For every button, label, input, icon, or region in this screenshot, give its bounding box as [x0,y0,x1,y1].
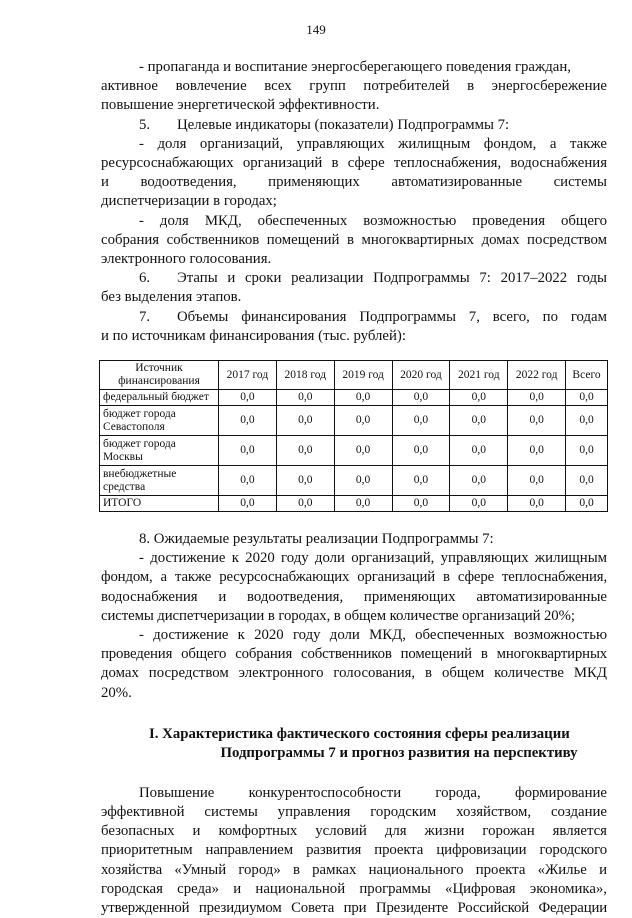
table-header-cell: 2022 год [508,361,566,390]
text-line: - достижение к 2020 году доли МКД, обеспеченных возможностью [139,627,607,644]
section-title-text: Целевые индикаторы (показатели) Подпрограммы 7: [177,116,510,133]
text-line: - доля организаций, управляющих жилищным фондом, а также [139,135,607,152]
chapter-heading [101,725,607,764]
text-line: активное вовлечение всех групп потребителей в энергосбережение [101,78,607,95]
text-line: собрания собственников помещений в многоквартирных домах посредством [101,231,607,248]
section-7 [101,308,607,346]
text-line: повышение энергетической эффективности. [101,97,380,114]
text-line: системы диспетчеризации в городах, в общем количестве организаций 20%; [101,607,575,624]
section-8-title: 8. Ожидаемые результаты реализации Подпрограммы 7: [139,531,494,548]
text-line: диспетчеризации в городах; [101,193,277,210]
table-cell: 0,0 [334,436,392,466]
text-line: городская среда» и национальной программы «Цифровая экономика», [101,880,607,897]
table-cell: 0,0 [566,466,608,496]
text-line: Повышение конкурентоспособности города, формирование [139,784,607,801]
text-line: утвержденной президиумом Совета при Президенте Российской Федерации [101,900,607,917]
table-row [100,406,608,436]
table-cell: 0,0 [334,406,392,436]
page-number: 149 [306,22,326,37]
table-cell-source: бюджет города Москвы [100,436,219,466]
result-item [101,626,607,703]
section-6-line [101,269,607,288]
section-6 [101,269,607,307]
table-row [100,436,608,466]
table-cell: 0,0 [450,466,508,496]
text-line: фондом, а также ресурсоснабжающих организаций в сфере теплоснабжения, [101,569,607,586]
document-body [101,58,607,918]
text-line: проведения общего собрания собственников помещений в многоквартирных [101,646,607,663]
table-cell-source: ИТОГО [100,496,219,512]
table-cell: 0,0 [566,406,608,436]
intro-list-item [101,58,607,116]
finance-table [99,360,608,512]
table-cell: 0,0 [392,466,450,496]
table-row [100,390,608,406]
table-cell: 0,0 [219,496,277,512]
table-cell: 0,0 [392,390,450,406]
table-cell: 0,0 [219,406,277,436]
section-5 [101,116,607,270]
table-cell: 0,0 [276,466,334,496]
table-header-cell: Всего [566,361,608,390]
result-item [101,549,607,626]
text-line: и водоотведения, применяющих автоматизированные системы [101,174,607,191]
table-cell: 0,0 [276,496,334,512]
table-cell: 0,0 [450,390,508,406]
text-line: водоснабжения и водоотведения, применяющих автоматизированные [101,588,607,605]
table-header-cell: Источник финансирования [100,361,219,390]
table-cell: 0,0 [508,496,566,512]
indicator-item [101,212,607,270]
section-number: 6. [139,270,151,287]
table-cell: 0,0 [219,466,277,496]
table-cell: 0,0 [508,406,566,436]
table-cell: 0,0 [392,496,450,512]
table-cell: 0,0 [219,436,277,466]
table-cell: 0,0 [334,466,392,496]
table-cell: 0,0 [392,436,450,466]
table-cell: 0,0 [276,436,334,466]
section-7-line [101,308,607,327]
section-8 [101,530,607,703]
table-cell: 0,0 [566,496,608,512]
table-cell-source: внебюджетные средства [100,466,219,496]
text-line: эффективной системы управления городским хозяйством, создание [101,804,607,821]
chapter-heading-line: Подпрограммы 7 и прогноз развития на перспективу [220,745,578,762]
table-cell: 0,0 [566,390,608,406]
final-paragraph [101,784,607,918]
text-line [101,58,607,77]
table-header-cell: 2021 год [450,361,508,390]
text-line: - достижение к 2020 году доли организаций, управляющих жилищным [139,550,607,567]
table-cell: 0,0 [392,406,450,436]
table-cell: 0,0 [566,436,608,466]
table-cell: 0,0 [450,436,508,466]
table-cell: 0,0 [508,390,566,406]
text-line: хозяйства «Умный город» в рамках национального проекта «Жилье и [101,861,607,878]
section-text: Этапы и сроки реализации Подпрограммы 7: 2017–2022 годы [177,270,607,287]
table-cell: 0,0 [508,466,566,496]
text-line: приоритетным направлением развития проекта цифровизации городского [101,842,607,859]
table-row [100,466,608,496]
table-cell: 0,0 [276,406,334,436]
section-5-title [101,116,607,135]
text-line: электронного голосования. [101,251,272,268]
table-header-row [100,361,608,390]
table-cell: 0,0 [276,390,334,406]
text-line: домах посредством электронного голосования, в общем количестве МКД [101,665,607,682]
text-line: и по источникам финансирования (тыс. рублей): [101,327,406,344]
text-line: ресурсоснабжающих организаций в сфере теплоснабжения, водоснабжения [101,155,607,172]
text-line: - доля МКД, обеспеченных возможностью проведения общего [139,212,607,229]
text-line: безопасных и комфортных условий для жизни горожан является [101,823,607,840]
chapter-heading-line: I. Характеристика фактического состояния сферы реализации [149,725,570,742]
table-row-total [100,496,608,512]
section-number: 7. [139,308,151,325]
table-header-cell: 2018 год [276,361,334,390]
text-line: без выделения этапов. [101,289,242,306]
table-header-cell: 2019 год [334,361,392,390]
table-header-cell: 2020 год [392,361,450,390]
table-cell: 0,0 [450,406,508,436]
section-number: 5. [139,116,151,133]
table-cell-source: бюджет города Севастополя [100,406,219,436]
table-header-cell: 2017 год [219,361,277,390]
table-cell: 0,0 [334,390,392,406]
table-cell: 0,0 [219,390,277,406]
table-cell-source: федеральный бюджет [100,390,219,406]
indicator-item [101,135,607,212]
table-cell: 0,0 [508,436,566,466]
table-cell: 0,0 [334,496,392,512]
text-line-content: - пропаганда и воспитание энергосберегающего поведения граждан, [139,59,571,75]
table-cell: 0,0 [450,496,508,512]
text-line: 20%. [101,684,132,701]
section-text: Объемы финансирования Подпрограммы 7, всего, по годам [177,308,607,325]
